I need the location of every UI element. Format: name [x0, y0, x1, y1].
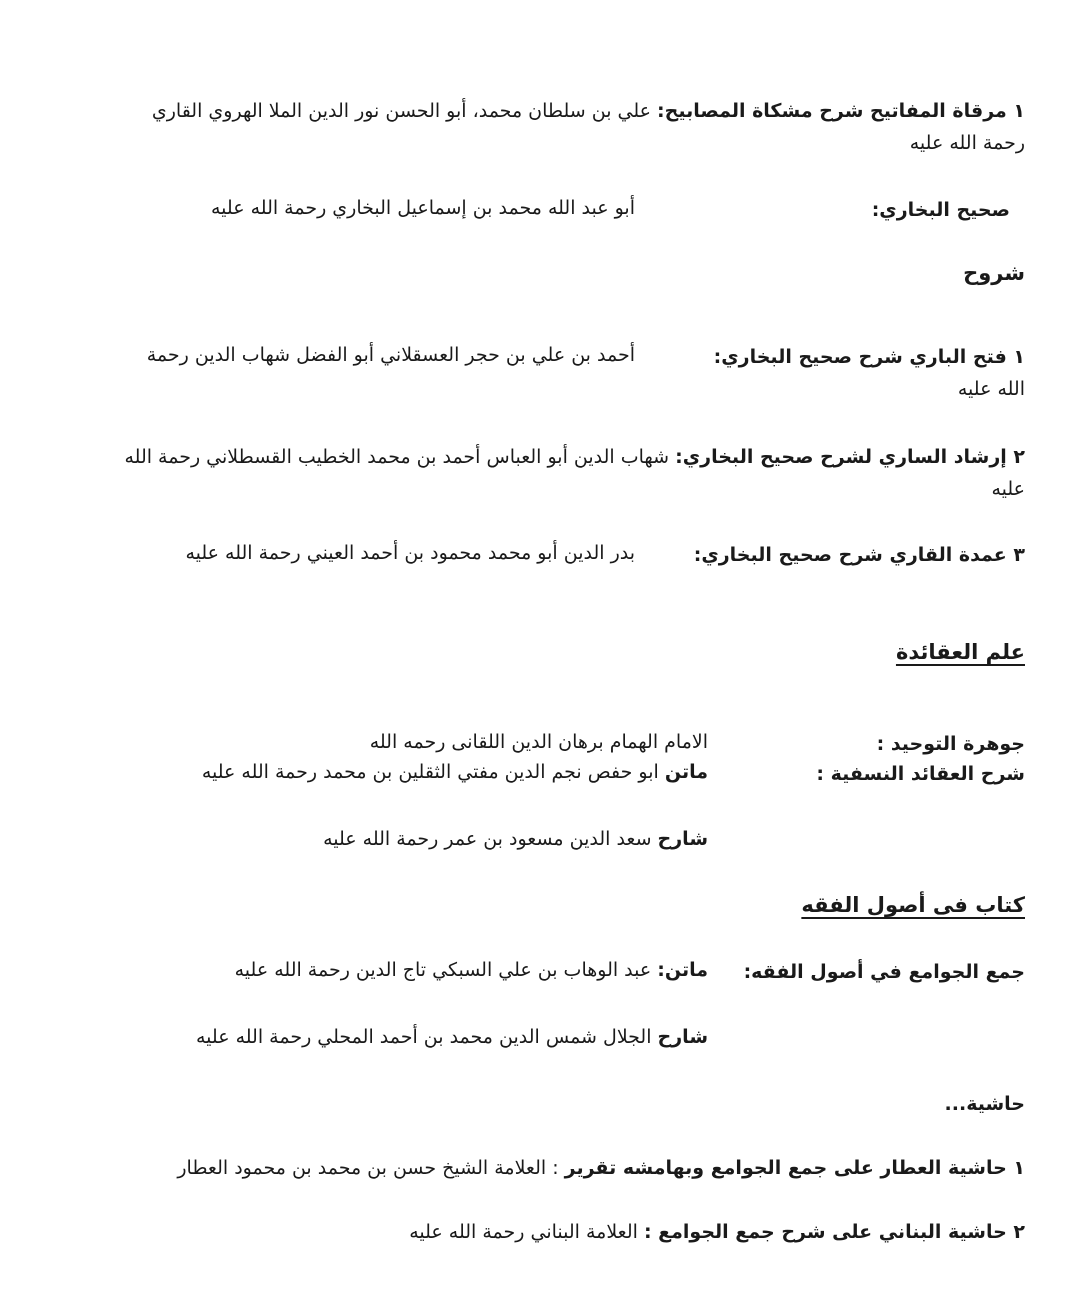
matin-label: ماتن:: [657, 959, 708, 981]
sharih-name: سعد الدين مسعود بن عمر رحمة الله عليه: [323, 828, 652, 850]
entry-bukhari-title: صحيح البخاري:: [871, 199, 1010, 221]
entry-jawhara-title: جوهرة التوحيد :: [876, 733, 1025, 755]
entry-nasafiyya-title: شرح العقائد النسفية :: [816, 763, 1025, 785]
sharih-label: شارح: [657, 1026, 708, 1048]
entry-title: ١ حاشية العطار على جمع الجوامع وبهامشه تقرير: [564, 1157, 1025, 1179]
entry-mirqat: [152, 97, 1025, 125]
matin-name: عبد الوهاب بن علي السبكي تاج الدين رحمة الله عليه: [234, 959, 652, 981]
entry-irshad: [124, 443, 1025, 471]
entry-attar: [177, 1154, 1025, 1182]
entry-bukhari-author: أبو عبد الله محمد بن إسماعيل البخاري رحمة الله عليه: [211, 197, 635, 219]
entry-irshad-cont: عليه: [991, 478, 1025, 500]
entry-nasafiyya-matin: [202, 758, 708, 786]
sharih-name: الجلال شمس الدين محمد بن أحمد المحلي رحمة الله عليه: [195, 1026, 652, 1048]
entry-title: ١ مرقاة المفاتيح شرح مشكاة المصابيح:: [657, 100, 1025, 122]
section-heading-hashiya: حاشية...: [944, 1093, 1025, 1115]
entry-jawhara-author: الامام الهمام برهان الدين اللقانى رحمه الله: [369, 731, 708, 753]
entry-author: العلامة البناني رحمة الله عليه: [409, 1221, 638, 1243]
sharih-label: شارح: [657, 828, 708, 850]
entry-umda-author: بدر الدين أبو محمد محمود بن أحمد العيني رحمة الله عليه: [185, 542, 635, 564]
section-heading-usul: كتاب فى أصول الفقه: [801, 893, 1025, 917]
section-heading-shuruh: شروح: [963, 261, 1025, 285]
entry-author: شهاب الدين أبو العباس أحمد بن محمد الخطيب القسطلاني رحمة الله: [124, 446, 670, 468]
matin-label: ماتن: [664, 761, 708, 783]
entry-author-cont: رحمة الله عليه: [909, 132, 1025, 154]
entry-umda-title: ٣ عمدة القاري شرح صحيح البخاري:: [693, 544, 1025, 566]
entry-fath-author: أحمد بن علي بن حجر العسقلاني أبو الفضل شهاب الدين رحمة: [146, 344, 635, 366]
entry-fath-title: ١ فتح الباري شرح صحيح البخاري:: [713, 346, 1025, 368]
section-heading-aqaid: علم العقائدة: [895, 640, 1025, 664]
entry-bannani: [409, 1218, 1025, 1246]
entry-jam-matin: [235, 956, 708, 984]
entry-jam-sharih: [196, 1023, 708, 1051]
entry-title: ٢ إرشاد الساري لشرح صحيح البخاري:: [675, 446, 1025, 468]
entry-title: ٢ حاشية البناني على شرح جمع الجوامع :: [643, 1221, 1025, 1243]
entry-fath-author-cont: الله عليه: [957, 378, 1025, 400]
entry-author: : العلامة الشيخ حسن بن محمد بن محمود العطار: [177, 1157, 559, 1179]
entry-author: علي بن سلطان محمد، أبو الحسن نور الدين الملا الهروي القاري: [151, 100, 651, 122]
entry-mirqat-cont: [910, 129, 1025, 157]
matin-name: ابو حفص نجم الدين مفتي الثقلين بن محمد رحمة الله عليه: [201, 761, 659, 783]
entry-jam-title: جمع الجوامع في أصول الفقه:: [743, 961, 1025, 983]
entry-nasafiyya-sharih: [323, 825, 708, 853]
